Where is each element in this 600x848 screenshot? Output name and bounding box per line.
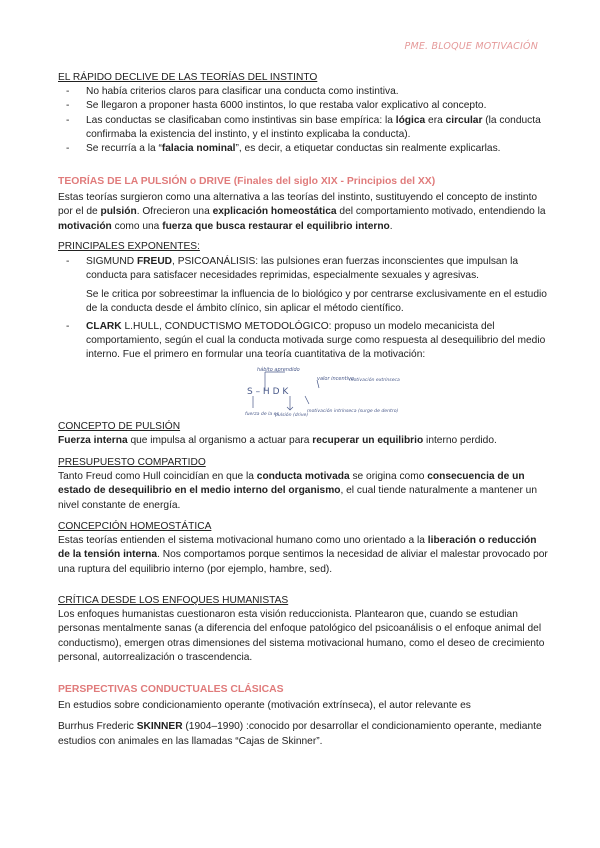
list-item-freud <box>58 255 548 316</box>
bold-text: recuperar un equilibrio <box>312 435 424 447</box>
text-run: Burrhus Frederic <box>58 721 137 733</box>
text-run: ”, es decir, a etiquetar conductas sin realmente explicarlas. <box>235 143 501 155</box>
bold-text: Fuerza interna <box>58 435 128 447</box>
text-run: (la conducta confirmaba la existencia del instinto, y el instinto explicaba la conducta). <box>86 114 541 140</box>
text-run: , el cual tiende naturalmente a mantener un nivel constante de energía. <box>58 485 538 511</box>
text-run: . Ofrecieron una <box>136 206 213 218</box>
sketch-note-habit: hábito aprendido <box>257 367 300 373</box>
sketch-note-pulsion: pulsión (drive) <box>275 413 309 418</box>
sketch-note-fuerza: fuerza de la es <box>245 412 279 417</box>
sketch-note-motint: motivación intrínseca (surge de dentro) <box>307 409 399 414</box>
sketch-line <box>305 396 309 404</box>
section-title-drive-concept: CONCEPTO DE PULSIÓN <box>58 421 181 432</box>
shared-assumption-paragraph <box>58 470 548 513</box>
text-run: se origina como <box>349 471 428 483</box>
list-item: - No había criterios claros para clasificar una conducta como instintiva. <box>58 85 548 99</box>
section-title-shared-assumption: PRESUPUESTO COMPARTIDO <box>58 457 206 468</box>
bold-text: FREUD <box>136 256 173 268</box>
hull-formula-sketch <box>245 366 400 428</box>
text-run: , PSICOANÁLISIS: las pulsiones eran fuerzas inconscientes que impulsan la conducta para satisfacer necesidades reprimidas, especialmente sexuales y agresivas. <box>86 256 519 282</box>
bold-text: motivación <box>58 220 112 232</box>
bold-text: pulsión <box>100 206 137 218</box>
behavioral-intro: En estudios sobre condicionamiento operante (motivación extrínseca), el autor relevante es <box>58 700 471 712</box>
section-title-homeostatic: CONCEPCIÓN HOMEOSTÁTICA <box>58 521 212 532</box>
bold-text: SKINNER <box>136 721 183 733</box>
humanist-criticism-section <box>58 594 548 665</box>
text-run: . <box>389 220 393 232</box>
bold-text: CLARK <box>86 321 122 333</box>
bold-text: falacia nominal <box>161 143 236 155</box>
sketch-note-valor: valor incentivo <box>317 376 355 382</box>
instinct-decline-list <box>58 85 548 156</box>
text-run: Estas teorías surgieron como una alternativa a las teorías del instinto, sustituyendo el concepto de instinto por el de <box>58 192 538 218</box>
text-run: . Nos comportamos porque sentimos la necesidad de aliviar el malestar provocado por una ruptura del equilibrio interno (por ejemplo, hambre, sed). <box>58 549 548 575</box>
text-run: como una <box>111 220 163 232</box>
bold-text: lógica <box>395 114 426 126</box>
freud-criticism: Se le critica por sobreestimar la influencia de lo biológico y por centrarse exclusivamente en el estudio de la conducta desde el ámbito clínico, sin aplicar el método científico. <box>86 288 547 314</box>
page-header: PME. BLOQUE MOTIVACIÓN <box>404 41 538 52</box>
text-run: Las conductas se clasificaban como instintivas sin base empírica: la <box>86 114 396 126</box>
list-item <box>58 142 548 156</box>
homeostatic-paragraph <box>58 534 548 577</box>
exponents-list <box>58 255 548 362</box>
humanist-criticism-paragraph: Los enfoques humanistas cuestionaron esta visión reduccionista. Plantearon que, cuando se estudian personas mentalmente sanas (a diferencia del enfoque patológico del psicoanálisis o el enfoque animal del conductismo), emergen otras dimensiones del sistema motivacional humano, como el deseo de crecimiento personal, autorrealización o trascendencia. <box>58 609 545 663</box>
text-run: (1904–1990) :conocido por desarrollar el condicionamiento operante, mediante estudios con animales en las llamadas “Cajas de Skinner”. <box>58 721 542 747</box>
drive-concept-section <box>58 420 548 448</box>
bold-text: conducta motivada <box>256 471 350 483</box>
main-exponents-section <box>58 240 548 363</box>
text-run: era <box>425 114 446 126</box>
shared-assumption-section <box>58 456 548 513</box>
text-run: interno perdido. <box>423 435 497 447</box>
drive-concept-paragraph <box>58 434 548 448</box>
drive-theories-section <box>58 175 548 234</box>
bold-text: fuerza que busca restaurar el equilibrio interno <box>162 220 390 232</box>
list-item: - Se llegaron a proponer hasta 6000 instintos, lo que restaba valor explicativo al concepto. <box>58 99 548 113</box>
section-title-instinct-decline: EL RÁPIDO DECLIVE DE LAS TEORÍAS DEL INSTINTO <box>58 72 318 83</box>
list-item <box>58 114 548 142</box>
homeostatic-section <box>58 520 548 577</box>
skinner-paragraph <box>58 720 548 748</box>
text-run: Tanto Freud como Hull coincidían en que la <box>58 471 257 483</box>
bold-text: circular <box>445 114 483 126</box>
section-title-exponents: PRINCIPALES EXPONENTES: <box>58 241 200 252</box>
bold-text: liberación o reducción de la tensión interna <box>58 535 537 561</box>
text-run: Estas teorías entienden el sistema motivacional humano como uno orientado a la <box>58 535 428 547</box>
sketch-formula: S – H D K <box>247 387 289 397</box>
text-run: del comportamiento motivado, entendiendo la <box>336 206 546 218</box>
text-run: L.HULL, CONDUCTISMO METODOLÓGICO: propuso un modelo mecanicista del comportamiento, según el cual la conducta motivada surge como respuesta al desequilibrio del medio interno. Fue el primero en formular una teoría cuantitativa de la motivación: <box>86 321 546 361</box>
instinct-decline-section <box>58 71 548 156</box>
bold-text: explicación homeostática <box>212 206 337 218</box>
sketch-note-motiv: motivación extrínseca <box>349 378 400 383</box>
behavioral-perspectives-section <box>58 683 548 749</box>
drive-theories-paragraph <box>58 191 548 234</box>
section-title-behavioral: PERSPECTIVAS CONDUCTUALES CLÁSICAS <box>58 684 284 695</box>
list-item-hull <box>58 320 548 363</box>
section-title-humanist-criticism: CRÍTICA DESDE LOS ENFOQUES HUMANISTAS <box>58 595 289 606</box>
text-run: SIGMUND <box>86 256 137 268</box>
bold-text: consecuencia de un estado de desequilibrio en el medio interno del organismo <box>58 471 525 497</box>
text-run: que impulsa al organismo a actuar para <box>127 435 313 447</box>
section-title-drive-theories: TEORÍAS DE LA PULSIÓN o DRIVE (Finales del siglo XIX - Principios del XX) <box>58 176 436 187</box>
text-run: Se recurría a la “ <box>86 143 162 155</box>
